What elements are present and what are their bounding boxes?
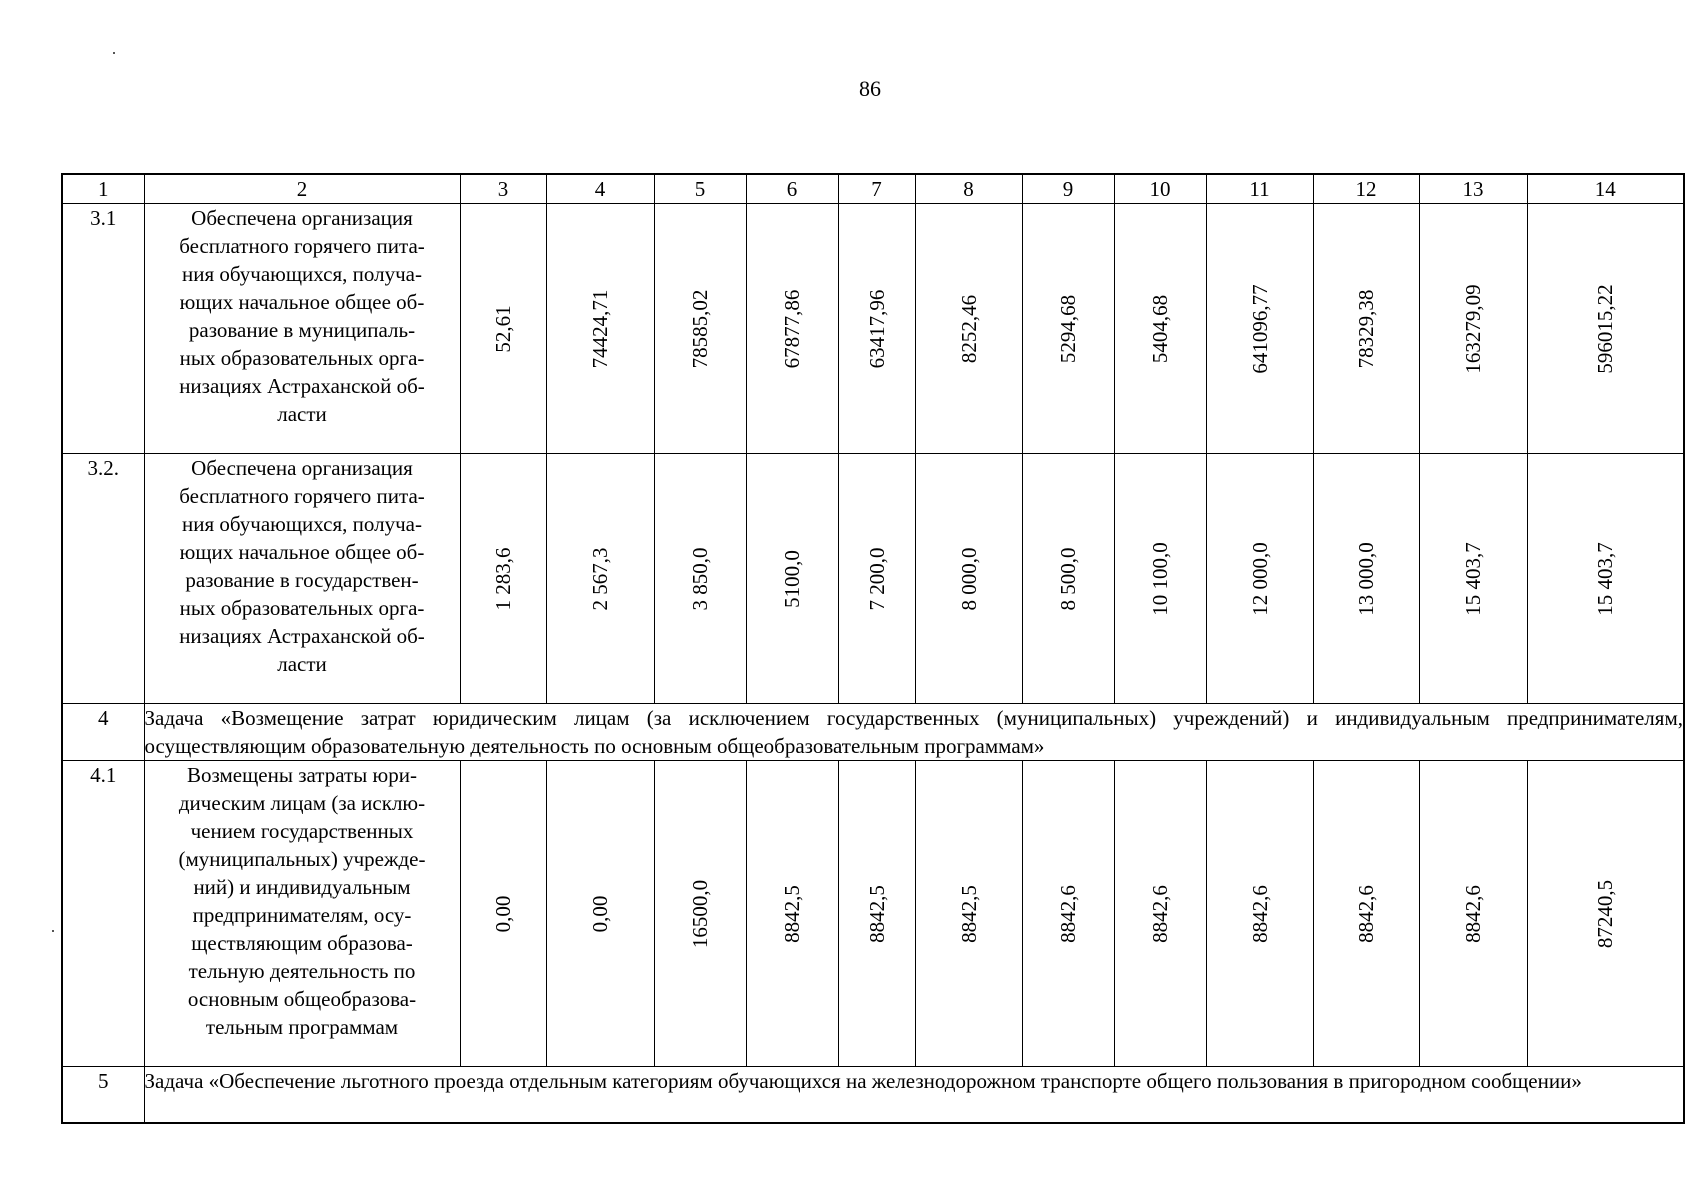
value-text: 8842,6: [1354, 884, 1378, 943]
scan-speck: [113, 52, 115, 54]
indicator-name-line: ласти: [277, 652, 327, 676]
value-cell: [838, 204, 915, 454]
value-cell: [1419, 761, 1527, 1067]
column-number: 7: [838, 174, 915, 204]
scan-speck: [52, 930, 54, 932]
task-row: [62, 704, 1684, 761]
header-row: [62, 174, 1684, 204]
indicator-name-line: Обеспечена организация: [191, 456, 413, 480]
value-cell: [1022, 454, 1114, 704]
column-number: 8: [915, 174, 1022, 204]
indicator-name-line: разование в государствен-: [185, 568, 419, 592]
value-text: 8842,5: [864, 884, 889, 943]
indicator-name-line: ществляющим образова-: [191, 931, 413, 955]
value-text: 8842,6: [1148, 884, 1172, 943]
indicator-name: [144, 761, 460, 1067]
value-cell: [1114, 454, 1206, 704]
value-text: 13 000,0: [1354, 541, 1378, 616]
indicator-name-line: тельную деятельность по: [188, 959, 416, 983]
value-text: 8842,6: [1461, 884, 1485, 943]
value-cell: [654, 204, 746, 454]
value-text: 1 283,6: [491, 547, 515, 610]
value-text: 641096,77: [1247, 283, 1272, 374]
value-text: 12 000,0: [1247, 541, 1272, 616]
column-number: 4: [546, 174, 654, 204]
value-text: 78329,38: [1354, 289, 1378, 368]
value-text: 52,61: [491, 304, 515, 353]
value-text: 15 403,7: [1461, 541, 1485, 616]
value-cell: [546, 761, 654, 1067]
value-cell: [654, 761, 746, 1067]
indicator-name-line: ных образовательных орга-: [179, 346, 425, 370]
value-cell: [746, 454, 838, 704]
indicator-name-line: Возмещены затраты юри-: [187, 763, 417, 787]
value-text: 15 403,7: [1593, 541, 1618, 616]
indicator-name-line: основным общеобразова-: [187, 987, 417, 1011]
value-text: 0,00: [588, 895, 612, 932]
value-cell: [546, 454, 654, 704]
value-cell: [1527, 204, 1684, 454]
value-cell: [1206, 204, 1313, 454]
value-text: 5294,68: [1056, 294, 1080, 363]
column-number: 5: [654, 174, 746, 204]
table-row: [62, 204, 1684, 454]
column-number: 9: [1022, 174, 1114, 204]
value-text: 10 100,0: [1148, 541, 1172, 616]
value-text: 7 200,0: [864, 547, 889, 610]
value-text: 16500,0: [688, 879, 712, 948]
row-number: 3.1: [62, 204, 144, 454]
task-row: [62, 1067, 1684, 1123]
value-text: 78585,02: [688, 289, 712, 368]
value-text: 163279,09: [1461, 283, 1485, 374]
task-text: Задача «Обеспечение льготного проезда отдельным категориям обучающихся на железнодорожном транспорте общего пользования в пригородном сообщении»: [144, 1067, 1684, 1123]
value-text: 5100,0: [780, 549, 804, 608]
value-cell: [654, 454, 746, 704]
indicator-name-line: ных образовательных орга-: [179, 596, 425, 620]
value-text: 74424,71: [588, 289, 612, 368]
data-table: [61, 173, 1685, 1124]
value-text: 8252,46: [956, 294, 981, 363]
value-cell: [915, 761, 1022, 1067]
value-cell: [1527, 454, 1684, 704]
value-text: 8842,6: [1247, 884, 1272, 943]
indicator-name-line: дическим лицам (за исклю-: [178, 791, 426, 815]
indicator-name-line: ющих начальное общее об-: [179, 540, 425, 564]
value-cell: [1419, 204, 1527, 454]
value-cell: [1313, 761, 1419, 1067]
indicator-name-line: (муниципальных) учрежде-: [178, 847, 426, 871]
value-cell: [460, 454, 546, 704]
value-text: 596015,22: [1593, 283, 1618, 374]
row-number: 4: [62, 704, 144, 761]
indicator-name-line: ласти: [277, 402, 327, 426]
value-cell: [1114, 761, 1206, 1067]
column-number: 3: [460, 174, 546, 204]
page-number: 86: [859, 76, 881, 101]
indicator-name-line: чением государственных: [190, 819, 414, 843]
task-text: Задача «Возмещение затрат юридическим лицам (за исключением государственных (муниципальных) учреждений) и индивидуальным предпринимателям, осуществляющим образовательную деятельность по основным общеобразовательным программам»: [144, 704, 1684, 761]
indicator-name-line: ющих начальное общее об-: [179, 290, 425, 314]
column-number: 11: [1206, 174, 1313, 204]
value-text: 87240,5: [1593, 879, 1618, 948]
value-cell: [460, 761, 546, 1067]
value-text: 5404,68: [1148, 294, 1172, 363]
value-cell: [1022, 204, 1114, 454]
value-cell: [1206, 454, 1313, 704]
indicator-name-line: низациях Астраханской об-: [179, 374, 425, 398]
column-number: 10: [1114, 174, 1206, 204]
value-cell: [546, 204, 654, 454]
value-text: 2 567,3: [588, 547, 612, 610]
value-cell: [915, 204, 1022, 454]
value-text: 0,00: [491, 895, 515, 932]
indicator-name-line: разование в муниципаль-: [188, 318, 416, 342]
indicator-name: [144, 204, 460, 454]
value-cell: [460, 204, 546, 454]
value-cell: [1114, 204, 1206, 454]
value-cell: [746, 761, 838, 1067]
indicator-name-line: тельным программам: [205, 1015, 399, 1039]
column-number: 14: [1527, 174, 1684, 204]
indicator-name-line: ния обучающихся, получа-: [182, 512, 422, 536]
indicator-name-line: бесплатного горячего пита-: [179, 484, 425, 508]
value-cell: [838, 454, 915, 704]
column-number: 2: [144, 174, 460, 204]
indicator-name-line: предпринимателям, осу-: [192, 903, 412, 927]
indicator-name-line: ния обучающихся, получа-: [182, 262, 422, 286]
column-number: 6: [746, 174, 838, 204]
value-cell: [915, 454, 1022, 704]
indicator-name-line: бесплатного горячего пита-: [179, 234, 425, 258]
indicator-name: [144, 454, 460, 704]
table-row: [62, 761, 1684, 1067]
value-text: 8 500,0: [1056, 547, 1080, 610]
row-number: 4.1: [62, 761, 144, 1067]
value-cell: [1206, 761, 1313, 1067]
value-cell: [1313, 454, 1419, 704]
value-cell: [746, 204, 838, 454]
value-text: 67877,86: [780, 289, 804, 368]
column-number: 12: [1313, 174, 1419, 204]
value-text: 8842,5: [780, 884, 804, 943]
indicator-name-line: низациях Астраханской об-: [179, 624, 425, 648]
row-number: 3.2.: [62, 454, 144, 704]
value-cell: [1022, 761, 1114, 1067]
row-number: 5: [62, 1067, 144, 1123]
value-text: 3 850,0: [688, 547, 712, 610]
indicator-name-line: Обеспечена организация: [191, 206, 413, 230]
value-text: 8842,5: [956, 884, 981, 943]
value-cell: [1527, 761, 1684, 1067]
column-number: 13: [1419, 174, 1527, 204]
column-number: 1: [62, 174, 144, 204]
table-row: [62, 454, 1684, 704]
value-text: 63417,96: [864, 289, 889, 368]
value-cell: [1313, 204, 1419, 454]
indicator-name-line: ний) и индивидуальным: [193, 875, 411, 899]
value-cell: [838, 761, 915, 1067]
value-text: 8842,6: [1056, 884, 1080, 943]
value-cell: [1419, 454, 1527, 704]
value-text: 8 000,0: [956, 547, 981, 610]
